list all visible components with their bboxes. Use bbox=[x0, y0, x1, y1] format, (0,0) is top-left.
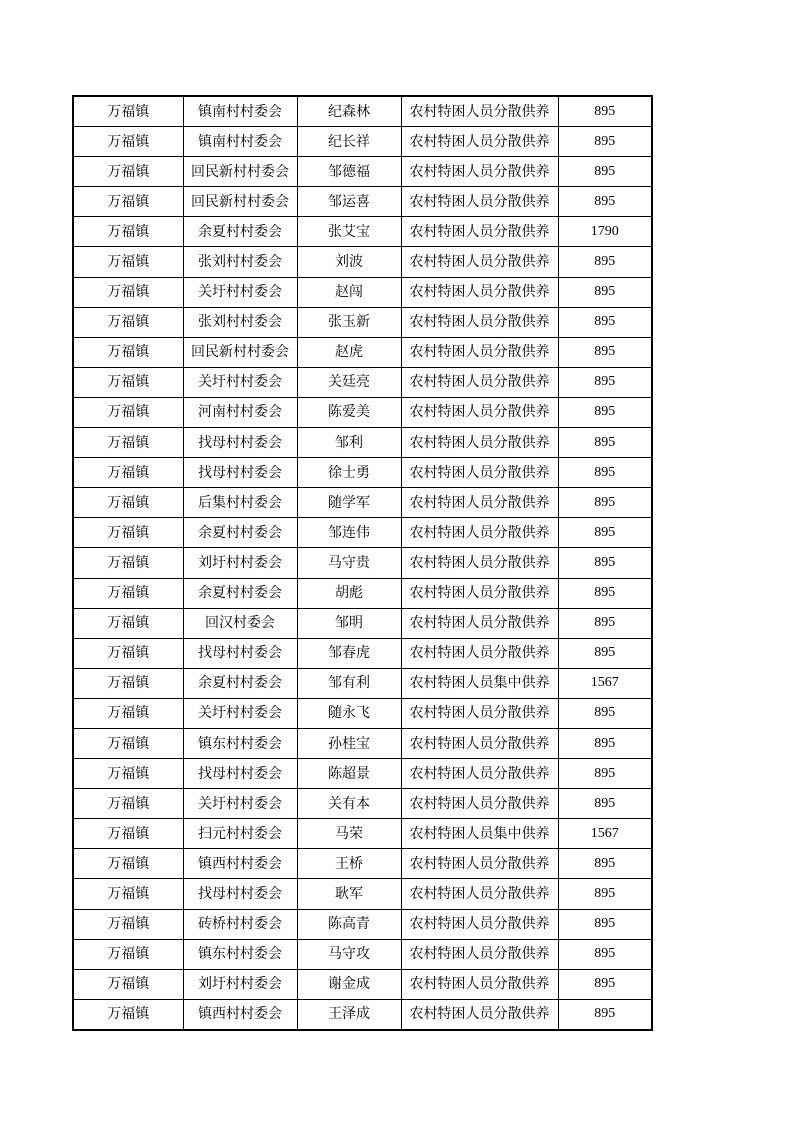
village-cell: 镇东村村委会 bbox=[183, 728, 297, 758]
amount-cell: 895 bbox=[558, 397, 652, 427]
name-cell: 陈爱美 bbox=[297, 397, 401, 427]
name-cell: 孙桂宝 bbox=[297, 728, 401, 758]
name-cell: 随永飞 bbox=[297, 698, 401, 728]
amount-cell: 895 bbox=[558, 608, 652, 638]
town-cell: 万福镇 bbox=[73, 548, 183, 578]
town-cell: 万福镇 bbox=[73, 96, 183, 127]
village-cell: 镇东村村委会 bbox=[183, 939, 297, 969]
table-row bbox=[73, 127, 652, 157]
support-type-cell: 农村特困人员分散供养 bbox=[401, 458, 558, 488]
village-cell: 找母村村委会 bbox=[183, 759, 297, 789]
town-cell: 万福镇 bbox=[73, 337, 183, 367]
town-cell: 万福镇 bbox=[73, 999, 183, 1030]
village-cell: 扫元村村委会 bbox=[183, 819, 297, 849]
support-type-cell: 农村特困人员分散供养 bbox=[401, 397, 558, 427]
table-row bbox=[73, 789, 652, 819]
support-type-cell: 农村特困人员分散供养 bbox=[401, 608, 558, 638]
support-type-cell: 农村特困人员分散供养 bbox=[401, 217, 558, 247]
name-cell: 关有本 bbox=[297, 789, 401, 819]
name-cell: 邹明 bbox=[297, 608, 401, 638]
support-type-cell: 农村特困人员分散供养 bbox=[401, 849, 558, 879]
amount-cell: 895 bbox=[558, 789, 652, 819]
town-cell: 万福镇 bbox=[73, 909, 183, 939]
amount-cell: 1567 bbox=[558, 668, 652, 698]
support-type-cell: 农村特困人员分散供养 bbox=[401, 307, 558, 337]
name-cell: 陈高青 bbox=[297, 909, 401, 939]
name-cell: 赵虎 bbox=[297, 337, 401, 367]
support-type-cell: 农村特困人员分散供养 bbox=[401, 157, 558, 187]
support-type-cell: 农村特困人员分散供养 bbox=[401, 247, 558, 277]
amount-cell: 895 bbox=[558, 337, 652, 367]
town-cell: 万福镇 bbox=[73, 819, 183, 849]
amount-cell: 895 bbox=[558, 307, 652, 337]
amount-cell: 895 bbox=[558, 157, 652, 187]
town-cell: 万福镇 bbox=[73, 939, 183, 969]
name-cell: 邹春虎 bbox=[297, 638, 401, 668]
name-cell: 邹有利 bbox=[297, 668, 401, 698]
amount-cell: 895 bbox=[558, 909, 652, 939]
village-cell: 找母村村委会 bbox=[183, 428, 297, 458]
support-type-cell: 农村特困人员分散供养 bbox=[401, 638, 558, 668]
town-cell: 万福镇 bbox=[73, 458, 183, 488]
table-row bbox=[73, 608, 652, 638]
village-cell: 找母村村委会 bbox=[183, 458, 297, 488]
amount-cell: 895 bbox=[558, 728, 652, 758]
table-row bbox=[73, 909, 652, 939]
town-cell: 万福镇 bbox=[73, 578, 183, 608]
name-cell: 邹连伟 bbox=[297, 518, 401, 548]
table-row bbox=[73, 698, 652, 728]
name-cell: 刘波 bbox=[297, 247, 401, 277]
village-cell: 刘圩村村委会 bbox=[183, 969, 297, 999]
village-cell: 后集村村委会 bbox=[183, 488, 297, 518]
village-cell: 关圩村村委会 bbox=[183, 698, 297, 728]
town-cell: 万福镇 bbox=[73, 879, 183, 909]
village-cell: 回汉村委会 bbox=[183, 608, 297, 638]
name-cell: 邹运喜 bbox=[297, 187, 401, 217]
table-row bbox=[73, 157, 652, 187]
support-type-cell: 农村特困人员分散供养 bbox=[401, 578, 558, 608]
town-cell: 万福镇 bbox=[73, 157, 183, 187]
table-row bbox=[73, 819, 652, 849]
support-type-cell: 农村特困人员分散供养 bbox=[401, 548, 558, 578]
town-cell: 万福镇 bbox=[73, 367, 183, 397]
village-cell: 关圩村村委会 bbox=[183, 277, 297, 307]
table-row bbox=[73, 728, 652, 758]
amount-cell: 895 bbox=[558, 518, 652, 548]
village-cell: 河南村村委会 bbox=[183, 397, 297, 427]
amount-cell: 895 bbox=[558, 428, 652, 458]
support-type-cell: 农村特困人员分散供养 bbox=[401, 939, 558, 969]
town-cell: 万福镇 bbox=[73, 849, 183, 879]
amount-cell: 895 bbox=[558, 187, 652, 217]
name-cell: 赵闯 bbox=[297, 277, 401, 307]
amount-cell: 895 bbox=[558, 879, 652, 909]
town-cell: 万福镇 bbox=[73, 789, 183, 819]
town-cell: 万福镇 bbox=[73, 969, 183, 999]
name-cell: 徐士勇 bbox=[297, 458, 401, 488]
town-cell: 万福镇 bbox=[73, 638, 183, 668]
support-type-cell: 农村特困人员分散供养 bbox=[401, 698, 558, 728]
name-cell: 马守贵 bbox=[297, 548, 401, 578]
village-cell: 余夏村村委会 bbox=[183, 217, 297, 247]
amount-cell: 895 bbox=[558, 849, 652, 879]
amount-cell: 895 bbox=[558, 939, 652, 969]
table-row bbox=[73, 548, 652, 578]
amount-cell: 895 bbox=[558, 277, 652, 307]
name-cell: 马荣 bbox=[297, 819, 401, 849]
amount-cell: 895 bbox=[558, 999, 652, 1030]
village-cell: 刘圩村村委会 bbox=[183, 548, 297, 578]
town-cell: 万福镇 bbox=[73, 428, 183, 458]
support-type-cell: 农村特困人员分散供养 bbox=[401, 428, 558, 458]
support-type-cell: 农村特困人员分散供养 bbox=[401, 759, 558, 789]
amount-cell: 895 bbox=[558, 698, 652, 728]
amount-cell: 1567 bbox=[558, 819, 652, 849]
town-cell: 万福镇 bbox=[73, 518, 183, 548]
table-row bbox=[73, 999, 652, 1030]
name-cell: 王桥 bbox=[297, 849, 401, 879]
town-cell: 万福镇 bbox=[73, 187, 183, 217]
table-row bbox=[73, 879, 652, 909]
table-row bbox=[73, 759, 652, 789]
town-cell: 万福镇 bbox=[73, 698, 183, 728]
village-cell: 关圩村村委会 bbox=[183, 367, 297, 397]
name-cell: 关廷亮 bbox=[297, 367, 401, 397]
table-row bbox=[73, 578, 652, 608]
amount-cell: 895 bbox=[558, 548, 652, 578]
table-row bbox=[73, 969, 652, 999]
amount-cell: 895 bbox=[558, 127, 652, 157]
amount-cell: 1790 bbox=[558, 217, 652, 247]
table-row bbox=[73, 277, 652, 307]
amount-cell: 895 bbox=[558, 969, 652, 999]
village-cell: 余夏村村委会 bbox=[183, 668, 297, 698]
name-cell: 马守攻 bbox=[297, 939, 401, 969]
support-type-cell: 农村特困人员分散供养 bbox=[401, 277, 558, 307]
support-type-cell: 农村特困人员集中供养 bbox=[401, 668, 558, 698]
table-row bbox=[73, 488, 652, 518]
table-row bbox=[73, 247, 652, 277]
name-cell: 邹德福 bbox=[297, 157, 401, 187]
village-cell: 余夏村村委会 bbox=[183, 578, 297, 608]
support-type-cell: 农村特困人员分散供养 bbox=[401, 969, 558, 999]
name-cell: 陈超景 bbox=[297, 759, 401, 789]
amount-cell: 895 bbox=[558, 96, 652, 127]
support-type-cell: 农村特困人员分散供养 bbox=[401, 518, 558, 548]
table-row bbox=[73, 849, 652, 879]
support-type-cell: 农村特困人员分散供养 bbox=[401, 999, 558, 1030]
table-row bbox=[73, 518, 652, 548]
village-cell: 回民新村村委会 bbox=[183, 157, 297, 187]
table-row bbox=[73, 367, 652, 397]
name-cell: 谢金成 bbox=[297, 969, 401, 999]
town-cell: 万福镇 bbox=[73, 277, 183, 307]
support-type-cell: 农村特困人员集中供养 bbox=[401, 819, 558, 849]
village-cell: 镇西村村委会 bbox=[183, 999, 297, 1030]
village-cell: 镇南村村委会 bbox=[183, 96, 297, 127]
support-type-cell: 农村特困人员分散供养 bbox=[401, 187, 558, 217]
support-type-cell: 农村特困人员分散供养 bbox=[401, 337, 558, 367]
support-type-cell: 农村特困人员分散供养 bbox=[401, 879, 558, 909]
table-row bbox=[73, 96, 652, 127]
town-cell: 万福镇 bbox=[73, 247, 183, 277]
support-type-cell: 农村特困人员分散供养 bbox=[401, 127, 558, 157]
table-row bbox=[73, 187, 652, 217]
village-cell: 砖桥村村委会 bbox=[183, 909, 297, 939]
table-row bbox=[73, 458, 652, 488]
table-row bbox=[73, 638, 652, 668]
name-cell: 张艾宝 bbox=[297, 217, 401, 247]
village-cell: 关圩村村委会 bbox=[183, 789, 297, 819]
name-cell: 张玉新 bbox=[297, 307, 401, 337]
village-cell: 镇南村村委会 bbox=[183, 127, 297, 157]
village-cell: 张刘村村委会 bbox=[183, 247, 297, 277]
table-row bbox=[73, 307, 652, 337]
amount-cell: 895 bbox=[558, 367, 652, 397]
amount-cell: 895 bbox=[558, 759, 652, 789]
name-cell: 王泽成 bbox=[297, 999, 401, 1030]
table-row bbox=[73, 939, 652, 969]
table-row bbox=[73, 337, 652, 367]
town-cell: 万福镇 bbox=[73, 488, 183, 518]
town-cell: 万福镇 bbox=[73, 217, 183, 247]
village-cell: 找母村村委会 bbox=[183, 879, 297, 909]
name-cell: 随学军 bbox=[297, 488, 401, 518]
name-cell: 纪长祥 bbox=[297, 127, 401, 157]
amount-cell: 895 bbox=[558, 247, 652, 277]
town-cell: 万福镇 bbox=[73, 127, 183, 157]
support-type-cell: 农村特困人员分散供养 bbox=[401, 909, 558, 939]
relief-recipients-table bbox=[72, 95, 653, 1031]
table-body bbox=[73, 96, 652, 1030]
town-cell: 万福镇 bbox=[73, 307, 183, 337]
town-cell: 万福镇 bbox=[73, 397, 183, 427]
amount-cell: 895 bbox=[558, 578, 652, 608]
support-type-cell: 农村特困人员分散供养 bbox=[401, 367, 558, 397]
name-cell: 纪森林 bbox=[297, 96, 401, 127]
town-cell: 万福镇 bbox=[73, 608, 183, 638]
amount-cell: 895 bbox=[558, 458, 652, 488]
village-cell: 镇西村村委会 bbox=[183, 849, 297, 879]
table-row bbox=[73, 397, 652, 427]
name-cell: 耿军 bbox=[297, 879, 401, 909]
support-type-cell: 农村特困人员分散供养 bbox=[401, 96, 558, 127]
town-cell: 万福镇 bbox=[73, 728, 183, 758]
amount-cell: 895 bbox=[558, 488, 652, 518]
table-row bbox=[73, 217, 652, 247]
support-type-cell: 农村特困人员分散供养 bbox=[401, 728, 558, 758]
village-cell: 张刘村村委会 bbox=[183, 307, 297, 337]
town-cell: 万福镇 bbox=[73, 668, 183, 698]
support-type-cell: 农村特困人员分散供养 bbox=[401, 488, 558, 518]
village-cell: 回民新村村委会 bbox=[183, 337, 297, 367]
town-cell: 万福镇 bbox=[73, 759, 183, 789]
village-cell: 回民新村村委会 bbox=[183, 187, 297, 217]
name-cell: 邹利 bbox=[297, 428, 401, 458]
table-row bbox=[73, 428, 652, 458]
support-type-cell: 农村特困人员分散供养 bbox=[401, 789, 558, 819]
table-row bbox=[73, 668, 652, 698]
village-cell: 找母村村委会 bbox=[183, 638, 297, 668]
name-cell: 胡彪 bbox=[297, 578, 401, 608]
amount-cell: 895 bbox=[558, 638, 652, 668]
village-cell: 余夏村村委会 bbox=[183, 518, 297, 548]
